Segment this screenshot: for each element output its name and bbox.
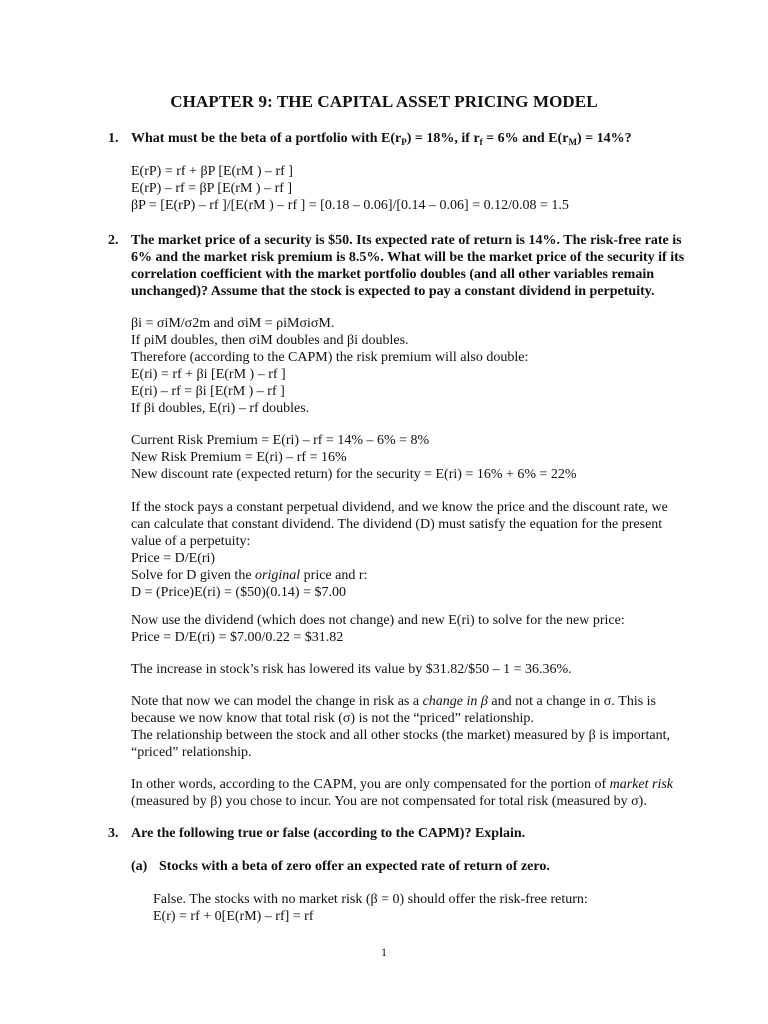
q2-new-discount: New discount rate (expected return) for the security = E(ri) = 16% + 6% = 22% bbox=[131, 467, 577, 482]
q2-prompt-line-1: The market price of a security is $50. Its expected rate of return is 14%. The risk-free rate is bbox=[131, 233, 682, 248]
q2-other-line-2: (measured by β) you chose to incur. You are not compensated for total risk (measured by σ). bbox=[131, 794, 647, 809]
q2-prompt bbox=[131, 232, 691, 300]
q2-perp-line-2: can calculate that constant dividend. The dividend (D) must satisfy the equation for the present bbox=[131, 517, 663, 532]
q2-beta-derivation bbox=[131, 315, 671, 417]
q2-other-words-block bbox=[131, 776, 674, 810]
chapter-title: CHAPTER 9: THE CAPITAL ASSET PRICING MODEL bbox=[170, 92, 598, 111]
q2-prompt-line-2: 6% and the market risk premium is 8.5%. What will be the market price of the security if its bbox=[131, 250, 685, 265]
q3-number: 3. bbox=[108, 826, 119, 841]
q1-eq1: E(rP) = rf + βP [E(rM ) – rf ] bbox=[131, 164, 293, 179]
q2-note-block bbox=[131, 693, 671, 761]
q3a-prompt: Stocks with a beta of zero offer an expected rate of return of zero. bbox=[159, 859, 550, 874]
q2-new-price: Price = D/E(ri) = $7.00/0.22 = $31.82 bbox=[131, 630, 344, 645]
q1-number: 1. bbox=[108, 131, 119, 146]
q1-eq2: E(rP) – rf = βP [E(rM ) – rf ] bbox=[131, 181, 293, 196]
q2-note-line-1: Note that now we can model the change in risk as a change in β and not a change in σ. This is bbox=[131, 694, 656, 709]
q2-premium-block bbox=[131, 432, 671, 483]
q2-line-capm: E(ri) = rf + βi [E(rM ) – rf ] bbox=[131, 367, 286, 382]
q2-prompt-line-3: correlation coefficient with the market portfolio doubles (and all other variables remain bbox=[131, 267, 654, 282]
q2-current-premium: Current Risk Premium = E(ri) – rf = 14% – 6% = 8% bbox=[131, 433, 430, 448]
q2-note-line-4: “priced” relationship. bbox=[131, 745, 252, 760]
q3a-answer bbox=[153, 891, 693, 925]
q2-new-premium: New Risk Premium = E(ri) – rf = 16% bbox=[131, 450, 347, 465]
q2-line-if-doubles: If βi doubles, E(ri) – rf doubles. bbox=[131, 401, 310, 416]
q2-dividend-eq: D = (Price)E(ri) = ($50)(0.14) = $7.00 bbox=[131, 585, 346, 600]
q2-prompt-line-4: unchanged)? Assume that the stock is expected to pay a constant dividend in perpetuity. bbox=[131, 284, 655, 299]
q3a-answer-line-1: False. The stocks with no market risk (β = 0) should offer the risk-free return: bbox=[153, 892, 588, 907]
q3a-answer-line-2: E(r) = rf + 0[E(rM) – rf] = rf bbox=[153, 909, 314, 924]
q2-line-beta: βi = σiM/σ2m and σiM = ρiMσiσM. bbox=[131, 316, 335, 331]
q2-now-use: Now use the dividend (which does not change) and new E(ri) to solve for the new price: bbox=[131, 613, 625, 628]
q2-line-therefore: Therefore (according to the CAPM) the risk premium will also double: bbox=[131, 350, 529, 365]
page-number: 1 bbox=[381, 945, 387, 959]
q2-other-line-1: In other words, according to the CAPM, you are only compensated for the portion of market risk bbox=[131, 777, 674, 792]
q2-perp-line-1: If the stock pays a constant perpetual dividend, and we know the price and the discount rate, we bbox=[131, 500, 668, 515]
q2-note-line-2: because we now know that total risk (σ) is not the “priced” relationship. bbox=[131, 711, 534, 726]
q2-note-line-3: The relationship between the stock and all other stocks (the market) measured by β is important, bbox=[131, 728, 670, 743]
q3a-label: (a) bbox=[131, 859, 148, 874]
q1-prompt: What must be the beta of a portfolio with $E(r_P) = 18\%$, if $r_f = 6\%$ and $E(r_M) = 14\%$? bbox=[131, 131, 632, 147]
q1-eq3: βP = [E(rP) – rf ]/[E(rM ) – rf ] = [0.18 – 0.06]/[0.14 – 0.06] = 0.12/0.08 = 1.5 bbox=[131, 198, 569, 213]
q2-line-doubles: If ρiM doubles, then σiM doubles and βi doubles. bbox=[131, 333, 409, 348]
q2-new-price-block bbox=[131, 612, 671, 646]
q2-perpetuity-block bbox=[131, 499, 671, 601]
q2-line-premium: E(ri) – rf = βi [E(rM ) – rf ] bbox=[131, 384, 285, 399]
q2-perp-line-3: value of a perpetuity: bbox=[131, 534, 251, 549]
q3-prompt: Are the following true or false (according to the CAPM)? Explain. bbox=[131, 826, 526, 841]
q1-answer bbox=[131, 163, 671, 214]
q2-number: 2. bbox=[108, 233, 119, 248]
q2-solve-line: Solve for D given the original price and r: bbox=[131, 568, 368, 583]
q2-increase: The increase in stock’s risk has lowered its value by $31.82/$50 – 1 = 36.36%. bbox=[131, 662, 572, 677]
q2-price-eq: Price = D/E(ri) bbox=[131, 551, 216, 566]
